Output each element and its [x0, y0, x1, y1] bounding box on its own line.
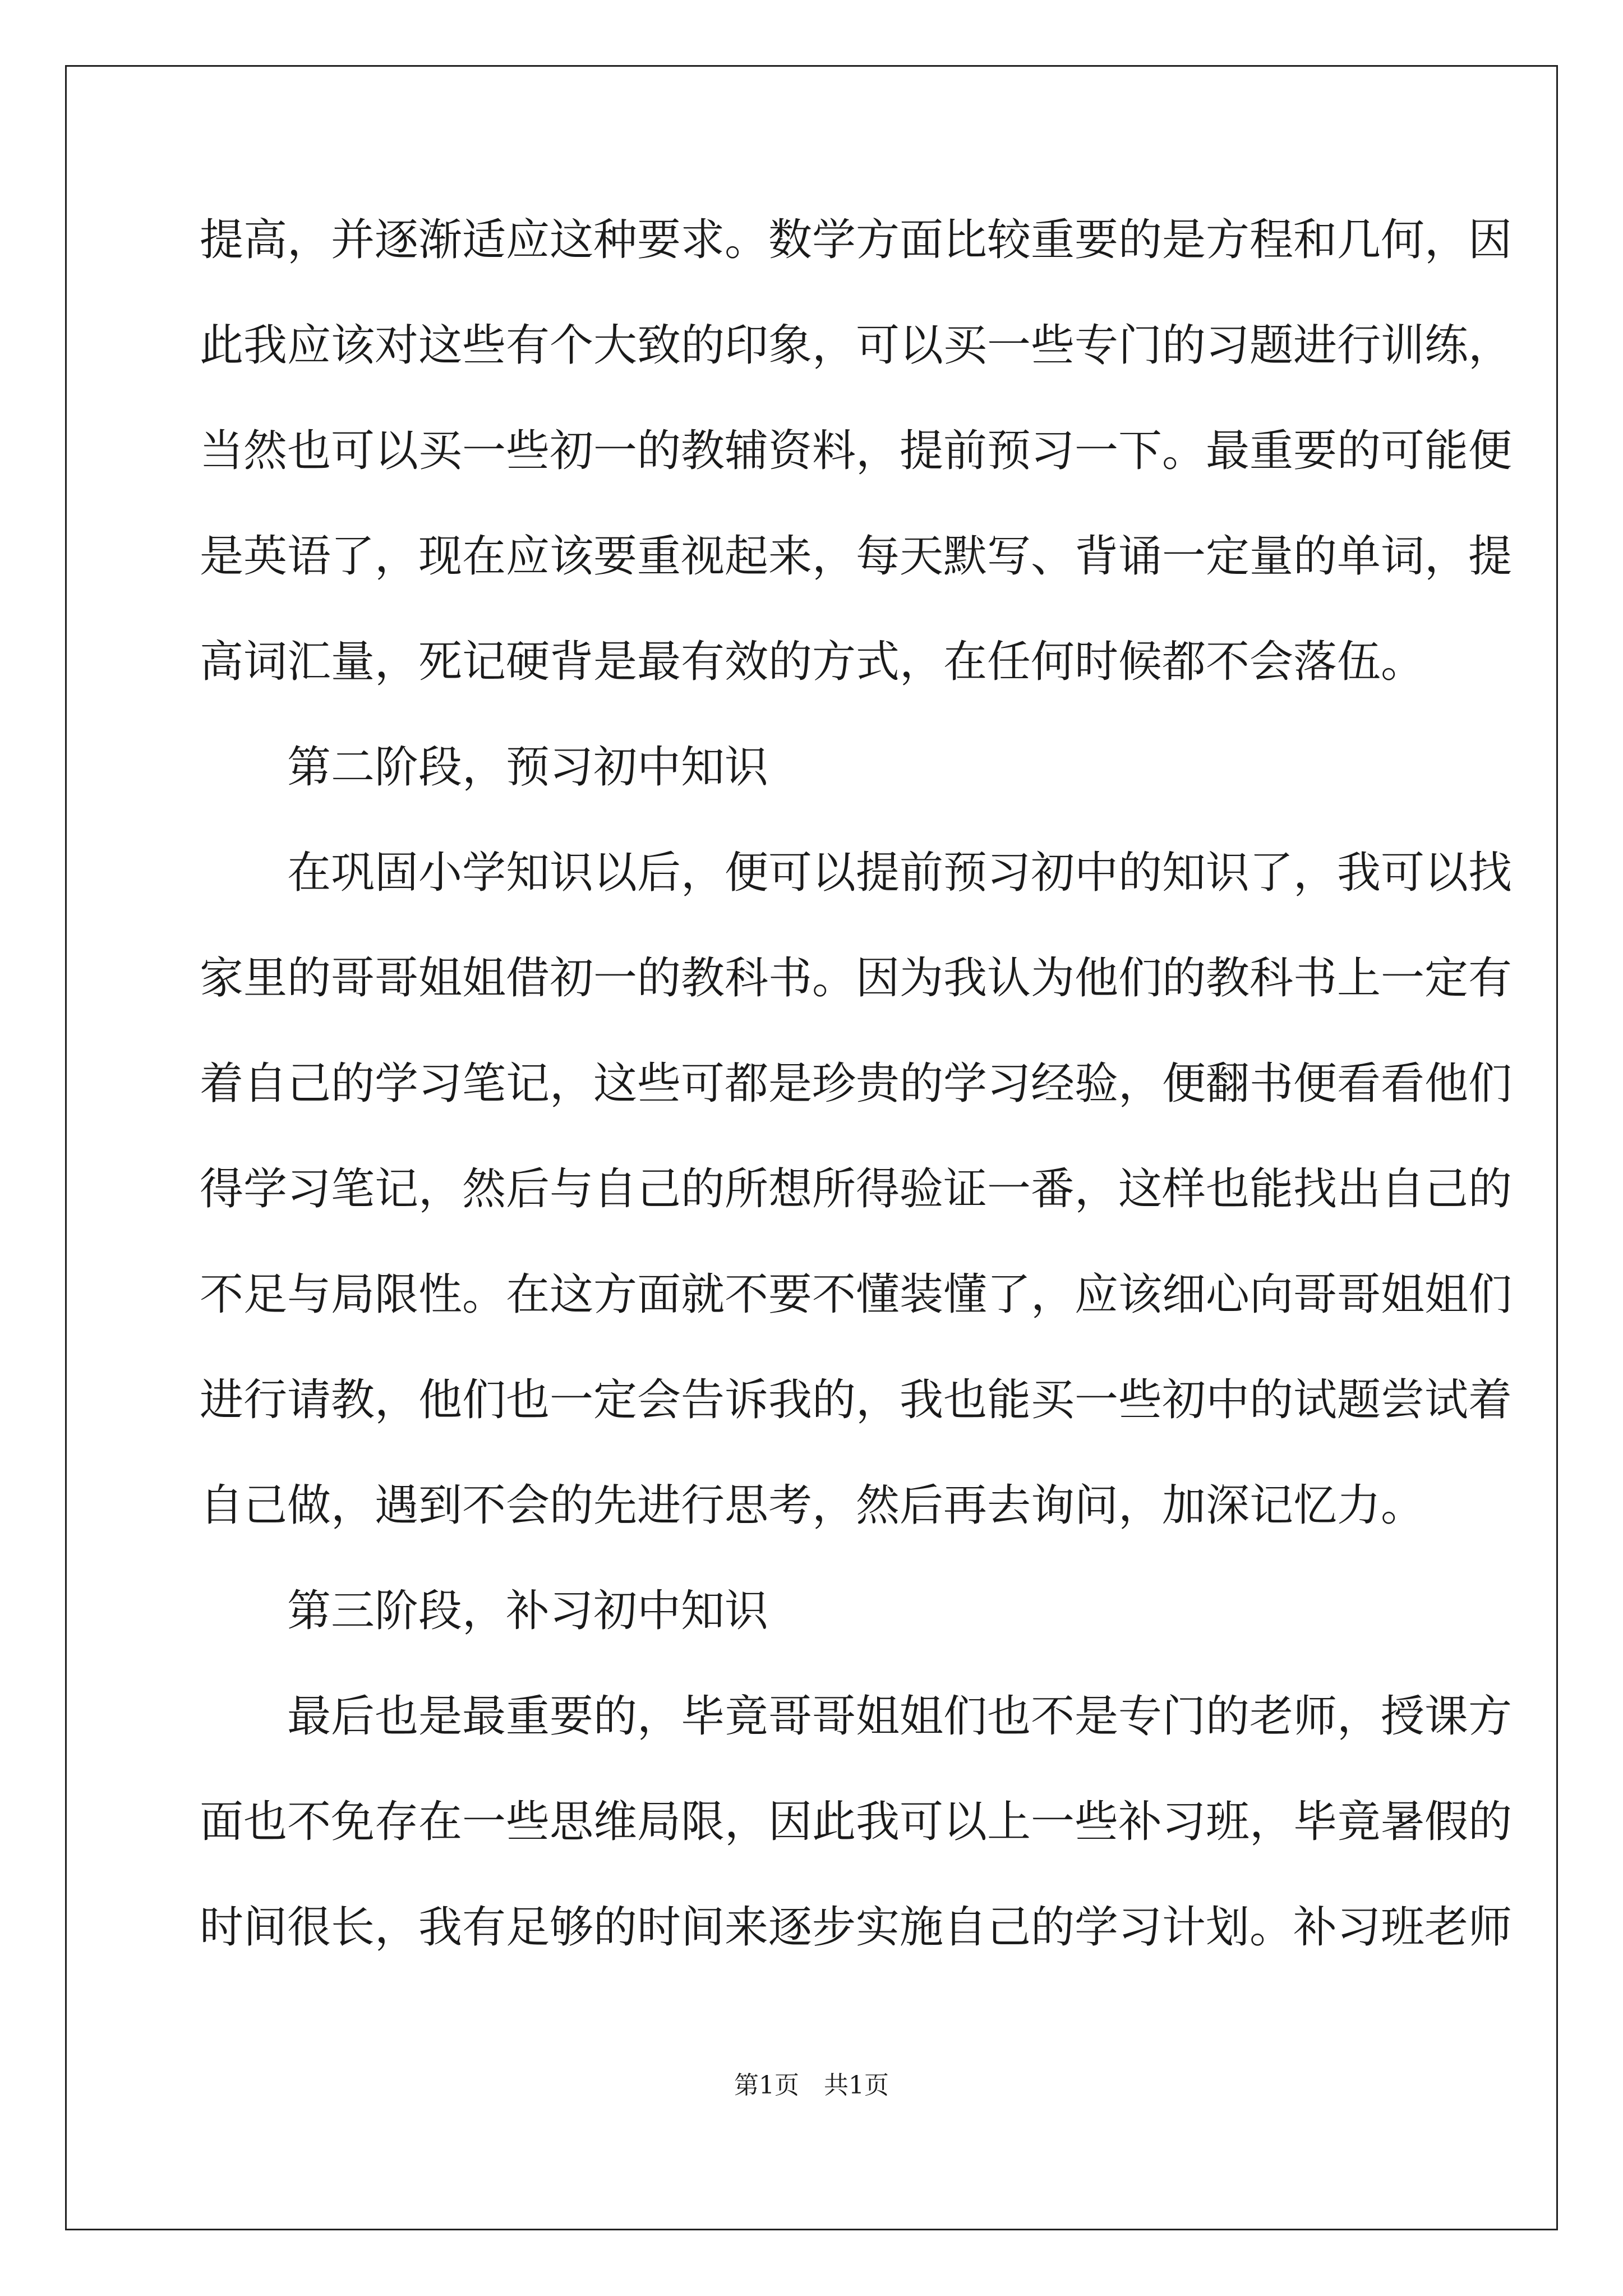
text-line: 此我应该对这些有个大致的印象，可以买一些专门的习题进行训练，: [200, 320, 1513, 371]
section-heading: 第三阶段，补习初中知识: [200, 1586, 769, 1636]
text-line: 家里的哥哥姐姐借初一的教科书。因为我认为他们的教科书上一定有: [200, 953, 1513, 1004]
text-line: 提高，并逐渐适应这种要求。数学方面比较重要的是方程和几何，因: [200, 215, 1513, 265]
text-line: 时间很长，我有足够的时间来逐步实施自己的学习计划。补习班老师: [200, 1902, 1513, 1953]
text-line: 最后也是最重要的，毕竟哥哥姐姐们也不是专门的老师，授课方: [200, 1691, 1513, 1742]
section-heading: 第二阶段，预习初中知识: [200, 742, 769, 793]
text-line: 得学习笔记，然后与自己的所想所得验证一番，这样也能找出自己的: [200, 1164, 1513, 1214]
text-line: 不足与局限性。在这方面就不要不懂装懂了，应该细心向哥哥姐姐们: [200, 1269, 1513, 1320]
text-line: 面也不免存在一些思维局限，因此我可以上一些补习班，毕竟暑假的: [200, 1797, 1513, 1847]
page-number-total: 共1页: [824, 2071, 889, 2100]
text-line: 是英语了，现在应该要重视起来，每天默写、背诵一定量的单词，提: [200, 531, 1513, 582]
text-line: 在巩固小学知识以后，便可以提前预习初中的知识了，我可以找: [200, 848, 1513, 898]
text-line: 着自己的学习笔记，这些可都是珍贵的学习经验，便翻书便看看他们: [200, 1059, 1513, 1109]
text-line: 自己做，遇到不会的先进行思考，然后再去询问，加深记忆力。: [200, 1480, 1425, 1531]
page-footer: [0, 2070, 1623, 2101]
text-line: 高词汇量，死记硬背是最有效的方式，在任何时候都不会落伍。: [200, 637, 1425, 687]
text-line: 进行请教，他们也一定会告诉我的，我也能买一些初中的试题尝试着: [200, 1375, 1513, 1425]
text-line: 当然也可以买一些初一的教辅资料，提前预习一下。最重要的可能便: [200, 426, 1513, 476]
page-number-current: 第1页: [734, 2071, 799, 2100]
